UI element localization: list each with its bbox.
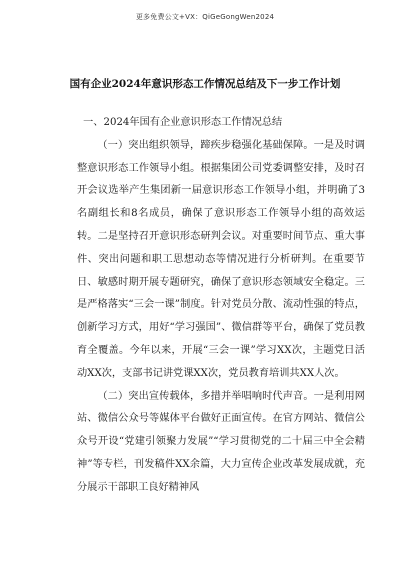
body-paragraph-1: （一）突出组织领导，蹄疾步稳强化基础保障。一是及时调整意识形态工作领导小组。根据集团公司党委调整安排，及时召开会议选举产生集团新一届意识形态工作领导小组，并明确了3名副组长和8名成员，确保了意识形态工作领导小组的高效运转。二是坚持召开意识形态研判会议。对重要时间节点、重大事件、突出问题和职工思想动态等情况进行分析研判。在重要节日、敏感时期开展专题研究，确保了意识形态领域安全稳定。三是严格落实“三会一课”制度。针对党员分散、流动性强的特点，创新学习方式，用好“学习强国”、微信群等平台，确保了党员教育全覆盖。今年以来，开展“三会一课”学习XX次，主题党日活动XX次，支部书记讲党课XX次，党员教育培训共XX人次。	[77, 139, 365, 379]
document-body	[77, 112, 365, 500]
document-title: 国有企业2024年意识形态工作情况总结及下一步工作计划	[69, 78, 341, 90]
body-paragraph-2: （二）突出宣传载体，多措并举唱响时代声音。一是利用网站、微信公众号等媒体平台做好正面宣传。在官方网站、微信公众号开设“党建引领聚力发展”“学习贯彻党的二十届三中全会精神”等专栏，刊发稿件XX余篇，大力宣传企业改革发展成就，充分展示干部职工良好精神风	[77, 390, 365, 493]
section-heading: 一、2024年国有企业意识形态工作情况总结	[83, 117, 283, 128]
header-note: 更多免费公文+VX：QiGeGongWen2024	[135, 13, 275, 21]
